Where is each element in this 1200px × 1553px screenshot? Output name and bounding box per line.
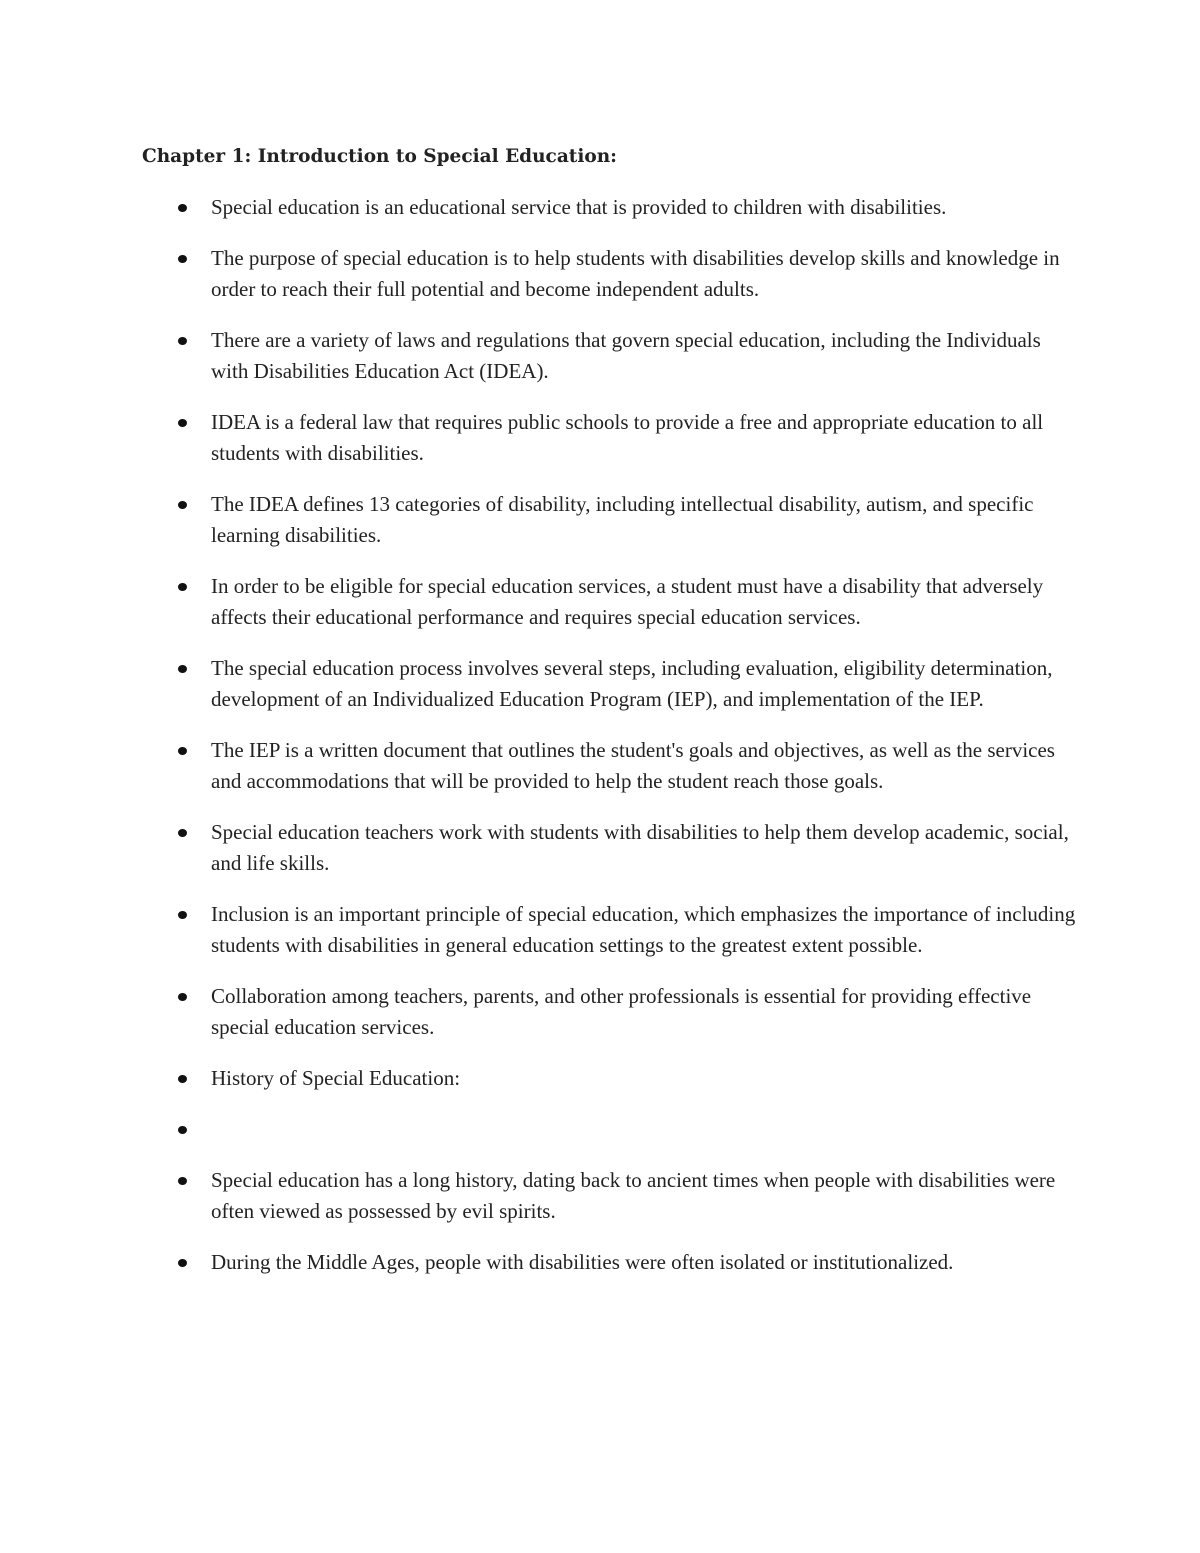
list-item-text: Special education teachers work with students with disabilities to help them develop academic, social, and life skills. — [211, 820, 1069, 875]
list-item-text: There are a variety of laws and regulations that govern special education, including the Individuals with Disabilities Education Act (IDEA). — [211, 328, 1041, 383]
list-item — [0, 899, 1200, 961]
list-item — [0, 735, 1200, 797]
list-item-empty — [0, 1114, 1200, 1145]
list-item — [0, 817, 1200, 879]
bullet-icon — [178, 255, 187, 263]
bullet-icon — [178, 1075, 187, 1083]
bullet-icon — [178, 747, 187, 755]
bullet-icon — [178, 911, 187, 919]
list-item — [0, 407, 1200, 469]
chapter-heading: Chapter 1: Introduction to Special Education: — [142, 146, 618, 167]
bullet-icon — [178, 829, 187, 837]
list-item — [0, 981, 1200, 1043]
list-item-text: IDEA is a federal law that requires public schools to provide a free and appropriate education to all students with disabilities. — [211, 410, 1044, 465]
bullet-icon — [178, 1126, 187, 1134]
list-item-text: During the Middle Ages, people with disabilities were often isolated or institutionalized. — [211, 1250, 954, 1274]
bullet-list — [0, 192, 1200, 1298]
list-item-text: The purpose of special education is to help students with disabilities develop skills and knowledge in order to reach their full potential and become independent adults. — [211, 246, 1060, 301]
bullet-icon — [178, 665, 187, 673]
list-item-text: Collaboration among teachers, parents, and other professionals is essential for providing effective special education services. — [211, 984, 1032, 1039]
list-item-text: Special education has a long history, dating back to ancient times when people with disabilities were often viewed as possessed by evil spirits. — [211, 1168, 1056, 1223]
list-item — [0, 489, 1200, 551]
list-item-text: The IDEA defines 13 categories of disability, including intellectual disability, autism, and specific learning disabilities. — [211, 492, 1034, 547]
bullet-icon — [178, 419, 187, 427]
list-item-text: The IEP is a written document that outlines the student's goals and objectives, as well as the services and accommodations that will be provided to help the student reach those goals. — [211, 738, 1055, 793]
list-item-text: In order to be eligible for special education services, a student must have a disability that adversely affects their educational performance and requires special education services. — [211, 574, 1044, 629]
list-item-text: Inclusion is an important principle of special education, which emphasizes the importance of including students with disabilities in general education settings to the greatest extent possible. — [211, 902, 1076, 957]
list-item — [0, 1063, 1200, 1094]
bullet-icon — [178, 501, 187, 509]
list-item — [0, 325, 1200, 387]
list-item-text: History of Special Education: — [211, 1066, 461, 1090]
list-item-text: The special education process involves several steps, including evaluation, eligibility determination, development of an Individualized Education Program (IEP), and implementation of the IEP. — [211, 656, 1053, 711]
list-item — [0, 653, 1200, 715]
bullet-icon — [178, 337, 187, 345]
bullet-icon — [178, 1177, 187, 1185]
list-item — [0, 1247, 1200, 1278]
list-item — [0, 243, 1200, 305]
bullet-icon — [178, 204, 187, 212]
list-item-text: Special education is an educational service that is provided to children with disabilities. — [211, 195, 947, 219]
bullet-icon — [178, 583, 187, 591]
list-item — [0, 571, 1200, 633]
list-item — [0, 192, 1200, 223]
bullet-icon — [178, 993, 187, 1001]
list-item — [0, 1165, 1200, 1227]
bullet-icon — [178, 1259, 187, 1267]
